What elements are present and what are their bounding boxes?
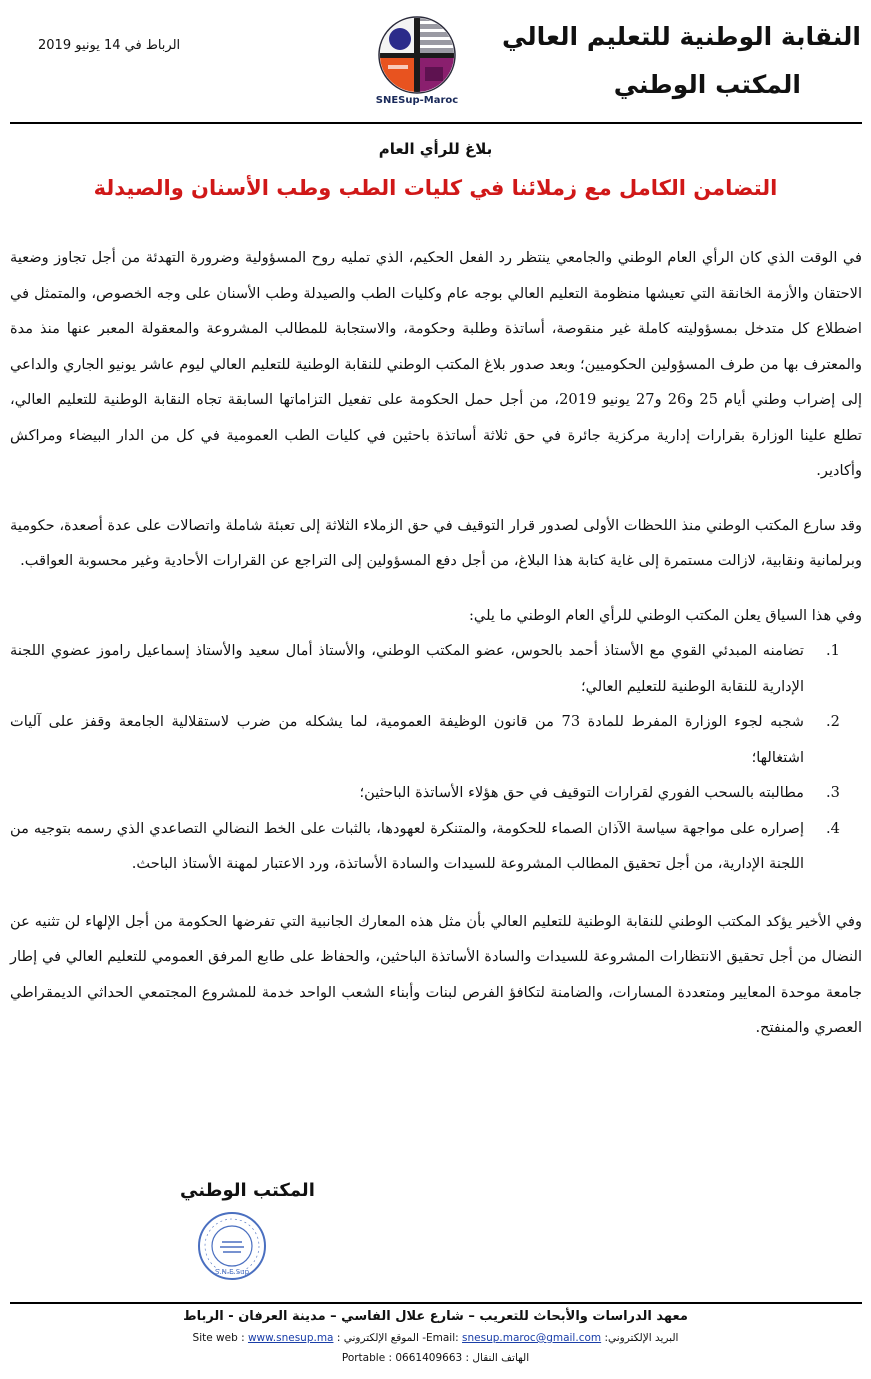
demand-text: مطالبته بالسحب الفوري لقرارات التوقيف في حق هؤلاء الأساتذة الباحثين؛	[359, 784, 804, 801]
demand-item	[10, 704, 862, 775]
paragraph-4: وفي الأخير يؤكد المكتب الوطني للنقابة الوطنية للتعليم العالي بأن مثل هذه المعارك الجانبية التي تفرضها الحكومة من أجل الإلهاء لن تثنيه عن النضال من أجل تحقيق الانتظارات المشروعة للسيدات والسادة الأساتذة الباحثين، والحفاظ على طابع المرفق العمومي للتعليم العالي في إطار جامعة موحدة المعايير ومتعددة المسارات، والضامنة لتكافؤ الفرص لبنات وأبناء الشعب الواحد خدمة للمشروع المجتمعي الحداثي الديمقراطي العصري والمنفتح.	[10, 912, 862, 1036]
footer-address: معهد الدراسات والأبحاث للتعريب – شارع علال الفاسي – مدينة العرفان - الرباط	[183, 1309, 688, 1324]
demand-item	[10, 633, 862, 704]
paragraph-1: في الوقت الذي كان الرأي العام الوطني والجامعي ينتظر رد الفعل الحكيم، الذي تمليه روح المسؤولية وضرورة التهدئة من أجل تجاوز وضعية الاحتقان والأزمة الخانقة التي تعيشها منظومة التعليم العالي بوجه عام وكليات الطب والصيدلة وطب الأسنان على وجه الخصوص، والمتمثل في اضطلاع كل متدخل بمسؤوليته كاملة غير منقوصة، أساتذة وطلبة وحكومة، والاستجابة للمطالب المشروعة والمعقولة المعبر عنها منذ مدة والمعترف بها من طرف المسؤولين الحكوميين؛ وبعد صدور بلاغ المكتب الوطني للنقابة الوطنية للتعليم العالي ليوم عاشر يونيو الجاري والداعي إلى إضراب وطني أيام 25 و26 و27 يونيو 2019، من أجل حمل الحكومة على تفعيل التزاماتها السابقة تجاه النقابة الوطنية للتعليم العالي، تطلع علينا الوزارة بقرارات إدارية مركزية جائرة في حق ثلاثة أساتذة باحثين في كليات الطب العمومية في كل من الدار البيضاء ومراكش وأكادير.	[10, 249, 863, 479]
website-label-ar: الموقع الإلكتروني :	[336, 1332, 419, 1344]
demand-number: 1.	[826, 642, 840, 659]
letter-body	[10, 240, 862, 1046]
logo-emblem-icon	[370, 15, 464, 95]
phone-label-ar: الهاتف النقال :	[465, 1352, 530, 1364]
demand-number: 2.	[826, 713, 840, 730]
demand-number: 3.	[826, 784, 840, 801]
union-logo	[370, 15, 464, 115]
demand-number: 4.	[826, 819, 840, 837]
phone-label-en: Portable :	[341, 1352, 393, 1364]
email-label-ar: البريد الإلكتروني:	[604, 1332, 679, 1344]
demand-text: تضامنه المبدئي القوي مع الأستاذ أحمد بالحوس، عضو المكتب الوطني، والأستاذ أمال سعيد والأستاذ إسماعيل راموز عضوي اللجنة الإدارية للنقابة الوطنية للتعليم العالي؛	[10, 642, 804, 695]
website-link[interactable]: www.snesup.ma	[247, 1332, 334, 1344]
signature-label: المكتب الوطني	[180, 1180, 315, 1201]
stamp-seal-icon	[196, 1210, 268, 1282]
footer-phone	[0, 1348, 871, 1368]
demand-item	[10, 811, 862, 882]
demand-item	[10, 775, 862, 811]
footer	[0, 1306, 871, 1368]
office-stamp	[196, 1210, 268, 1282]
org-name: النقابة الوطنية للتعليم العالي	[501, 22, 861, 51]
demand-text: شجبه لجوء الوزارة المفرط للمادة 73 من قانون الوظيفة العمومية، لما يشكله من ضرب لاستقلالية الجامعة وقفز على آليات اشتغالها؛	[10, 713, 804, 766]
demand-text: إصراره على مواجهة سياسة الآذان الصماء للحكومة، والمتنكرة لعهودها، بالثبات على الخط النضالي التصاعدي الذي رسمه بتوجيه من اللجنة الإدارية، من أجل تحقيق المطالب المشروعة للسيدات والسادة الأساتذة، ورد الاعتبار لمهنة الأستاذ الباحث.	[10, 819, 804, 872]
office-name: المكتب الوطني	[613, 70, 801, 99]
footer-contacts	[0, 1328, 871, 1348]
announcement-title: التضامن الكامل مع زملائنا في كليات الطب وطب الأسنان والصيدلة	[93, 176, 778, 200]
website-label-en: Site web :	[192, 1332, 245, 1344]
announcement-kicker: بلاغ للرأي العام	[378, 140, 493, 158]
email-link[interactable]: snesup.maroc@gmail.com	[462, 1332, 602, 1344]
demands-intro: وفي هذا السياق يعلن المكتب الوطني للرأي العام الوطني ما يلي:	[469, 606, 862, 624]
email-label-en: -Email:	[422, 1332, 459, 1344]
stamp-text: S.N.E.Sup	[214, 1268, 250, 1276]
phone-number: 0661409663	[395, 1352, 463, 1364]
demands-list	[10, 633, 862, 882]
place-date: الرباط في 14 يونيو 2019	[38, 38, 181, 53]
letterhead	[0, 0, 871, 120]
header-divider	[10, 122, 862, 124]
logo-caption: SNESup-Maroc	[375, 95, 459, 106]
footer-divider	[10, 1302, 862, 1304]
paragraph-2: وقد سارع المكتب الوطني منذ اللحظات الأولى لصدور قرار التوقيف في حق الزملاء الثلاثة إلى تعبئة شاملة واتصالات على عدة أصعدة، حكومية وبرلمانية ونقابية، لازالت مستمرة إلى غاية كتابة هذا البلاغ، من أجل دفع المسؤولين إلى التراجع عن القرارات الأحادية وغير محسوبة العواقب.	[10, 516, 862, 569]
